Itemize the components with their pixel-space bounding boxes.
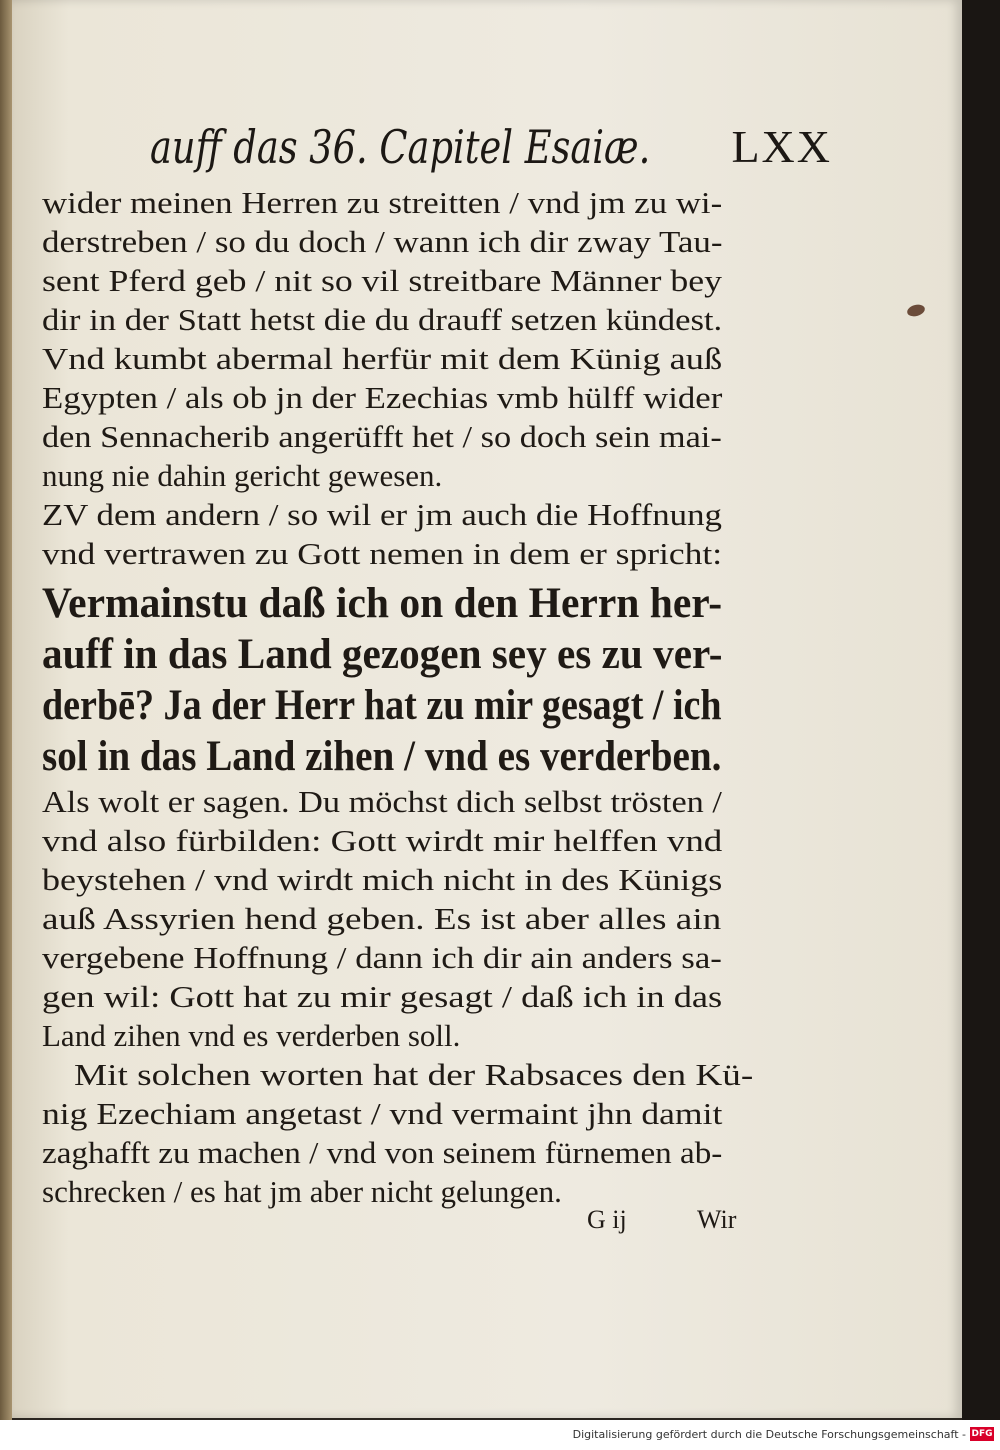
book-gutter [0,0,12,1420]
text-line: schrecken / es hat jm aber nicht gelungen. [42,1174,562,1209]
scan-border [962,0,1000,1420]
text-line: derstreben / so du doch / wann ich dir zway Tau- [42,224,723,259]
quote-line: Vermainstu daß ich on den Herrn her- [42,580,723,627]
text-line: vnd vertrawen zu Gott nemen in dem er spricht: [42,536,723,571]
text-line: vnd also fürbilden: Gott wirdt mir helffen vnd [42,823,723,858]
text-line: dir in der Statt hetst die du drauff setzen kündest. [42,302,723,337]
text-line: Land zihen vnd es verderben soll. [42,1018,461,1053]
text-line: den Sennacherib angerüfft het / so doch sein mai- [42,419,722,454]
text-line: beystehen / vnd wirdt mich nicht in des Künigs [42,862,723,897]
dfg-logo: DFG [971,1429,993,1439]
ink-stain [906,303,926,318]
quote-line: auff in das Land gezogen sey es zu ver- [42,631,723,678]
text-line: Vnd kumbt abermal herfür mit dem Künig auß [42,341,723,376]
quote-line: derbē? Ja der Herr hat zu mir gesagt / ich [42,682,722,729]
signature-mark: G ij [587,1205,627,1234]
text-line: vergebene Hoffnung / dann ich dir ain anders sa- [42,940,722,975]
text-line: ZV dem andern / so wil er jm auch die Hoffnung [42,497,722,532]
text-line: Egypten / als ob jn der Ezechias vmb hülff wider [42,380,723,415]
folio-number: LXX [731,121,832,172]
footer-credit: Digitalisierung gefördert durch die Deutsche Forschungsgemeinschaft - [572,1428,966,1441]
running-head [142,120,832,180]
text-line: sent Pferd geb / nit so vil streitbare Männer bey [42,263,722,298]
text-line: auß Assyrien hend geben. Es ist aber alles ain [42,901,722,936]
page-bottom-marks [42,1205,742,1245]
quote-line: sol in das Land zihen / vnd es verderben. [42,733,722,780]
text-line: zaghafft zu machen / vnd von seinem fürnemen ab- [42,1135,723,1170]
text-line: Als wolt er sagen. Du möchst dich selbst trösten / [42,784,722,819]
book-page [12,0,962,1418]
text-line: gen wil: Gott hat zu mir gesagt / daß ich in das [42,979,723,1014]
text-line: nig Ezechiam angetast / vnd vermaint jhn damit [42,1096,723,1131]
text-line: wider meinen Herren zu streitten / vnd jm zu wi- [42,185,723,220]
text-line: Mit solchen worten hat der Rabsaces den Kü- [74,1057,754,1092]
running-title: auff das 36. Capitel Esaiæ. [150,120,651,174]
catchword: Wir [697,1205,737,1234]
text-line: nung nie dahin gericht gewesen. [42,458,443,493]
